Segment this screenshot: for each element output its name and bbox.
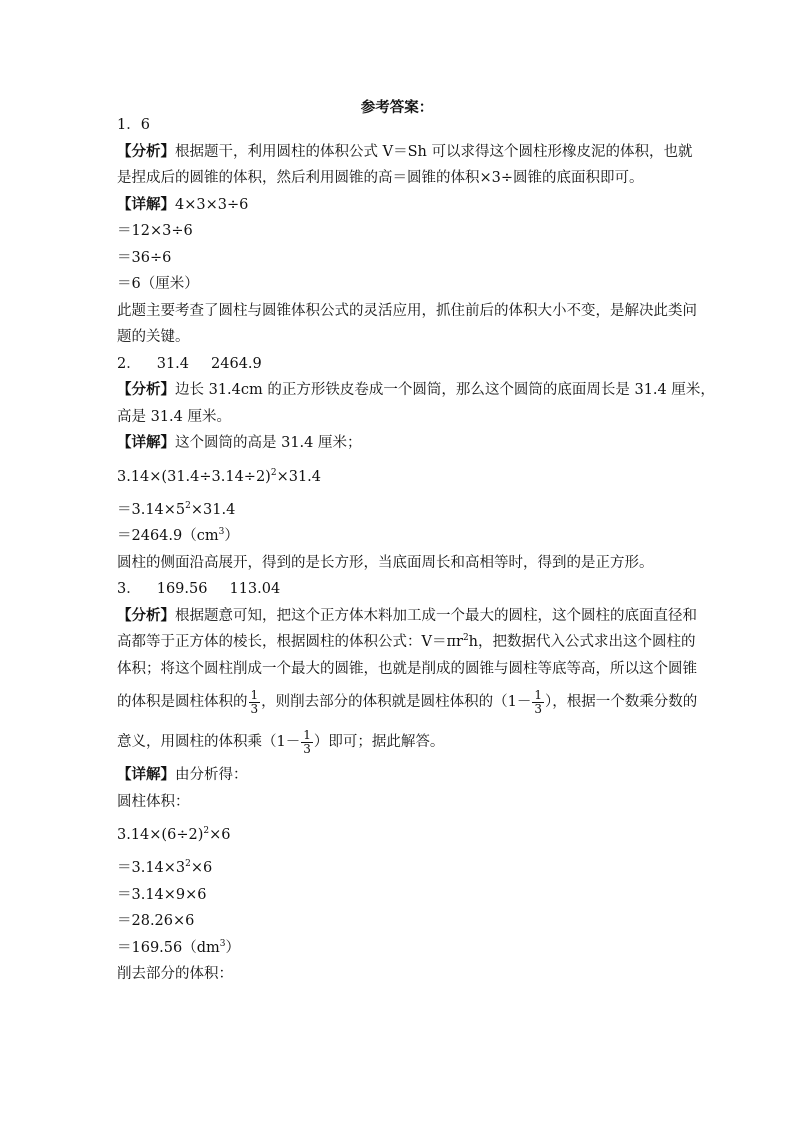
q3-analysis-text-2a: 高都等于正方体的棱长，根据圆柱的体积公式：V＝πr	[117, 634, 463, 650]
q1-detail-line-2: ＝12×3÷6	[117, 223, 193, 239]
q3-detail-tag: 【详解】	[117, 766, 175, 783]
q3-formula-5-exponent: 3	[219, 938, 226, 949]
q2-formula-line-3	[117, 523, 687, 550]
q3-detail-line-2: 圆柱体积：	[117, 793, 190, 810]
q3-formula-5: ＝169.56（dm	[117, 939, 220, 956]
fraction-denominator: 3	[250, 701, 259, 716]
q3-formula-1-tail: ×6	[209, 827, 231, 843]
q3-analysis-exponent: 2	[462, 633, 469, 644]
q1-detail-text-1: 4×3×3÷6	[175, 196, 249, 213]
q3-formula-1: 3.14×(6÷2)	[117, 827, 204, 843]
q3-formula-5-tail: ）	[225, 939, 241, 956]
q1-analysis-line-2: 是捏成后的圆锥的体积，然后利用圆锥的高＝圆锥的体积×3÷圆锥的底面积即可。	[117, 170, 644, 186]
q3-analysis-text-4a: 的体积是圆柱体积的	[117, 694, 248, 710]
fraction-numerator: 1	[303, 727, 311, 742]
fraction-denominator: 3	[534, 701, 543, 716]
q3-analysis-text-2b: h，把数据代入公式求出这个圆柱的	[468, 634, 696, 650]
q2-formula-3: ＝2464.9（cm	[117, 528, 219, 544]
one-third-fraction	[532, 689, 544, 716]
q3-analysis-line-1	[117, 603, 697, 630]
q3-analysis-text-5a: 意义，用圆柱的体积乘（1－	[117, 734, 301, 750]
q2-formula-1-exponent: 2	[270, 467, 277, 478]
q3-number: 3．	[117, 581, 141, 597]
q3-formula-2-tail: ×6	[190, 860, 213, 876]
q3-formula-line-4: ＝28.26×6	[117, 913, 195, 929]
q1-detail-line-3: ＝36÷6	[117, 249, 172, 266]
q3-analysis-tag: 【分析】	[117, 606, 175, 624]
fraction-numerator: 1	[250, 687, 259, 702]
q2-formula-3-tail: ）	[224, 528, 239, 544]
q2-formula-line-1	[117, 457, 687, 497]
q3-formula-line-2	[117, 855, 687, 882]
q2-formula-line-2	[117, 497, 687, 524]
q3-analysis-line-4	[117, 682, 698, 722]
one-third-fraction	[249, 689, 261, 716]
q2-formula-1-tail: ×31.4	[276, 468, 322, 485]
q3-formula-2: ＝3.14×3	[117, 860, 186, 876]
answer-content	[117, 112, 715, 988]
q1-detail-tag: 【详解】	[117, 195, 175, 213]
q3-formula-1-exponent: 2	[203, 826, 210, 837]
q2-note-line: 圆柱的侧面沿高展开，得到的是长方形，当底面周长和高相等时，得到的是正方形。	[117, 554, 654, 571]
q1-analysis-tag: 【分析】	[117, 142, 175, 160]
q1-analysis-text-1: 根据题干，利用圆柱的体积公式 V＝Sh 可以求得这个圆柱形橡皮泥的体积，也就	[175, 143, 693, 160]
q3-detail-line-1	[117, 762, 687, 789]
q2-detail-line-1	[117, 430, 687, 457]
q3-answer-2: 113.04	[229, 581, 281, 597]
q3-analysis-text-4b: ，则削去部分的体积就是圆柱体积的（1－	[261, 694, 532, 710]
q2-analysis-text-1: 边长 31.4cm 的正方形铁皮卷成一个圆筒，那么这个圆筒的底面周长是 31.4 厘米，	[175, 382, 715, 398]
q2-number: 2．	[117, 355, 141, 372]
q3-formula-line-1	[117, 815, 687, 855]
q1-analysis-line-1	[117, 139, 693, 166]
q1-note-line-2: 题的关键。	[117, 329, 190, 345]
q3-formula-line-5	[117, 935, 687, 962]
q3-answer-line	[117, 576, 687, 603]
q1-detail-line-4: ＝6（厘米）	[117, 276, 199, 292]
q2-detail-text-1: 这个圆筒的高是 31.4 厘米；	[175, 435, 362, 451]
q3-formula-2-exponent: 2	[185, 859, 191, 870]
q2-detail-tag: 【详解】	[117, 434, 175, 451]
q2-answer-1: 31.4	[156, 355, 190, 372]
q2-analysis-tag: 【分析】	[117, 381, 175, 398]
q3-analysis-line-3: 体积；将这个圆柱削成一个最大的圆锥，也就是削成的圆锥与圆柱等底等高，所以这个圆锥	[117, 660, 697, 677]
q1-answer-line	[117, 112, 687, 139]
q3-detail-text-1: 由分析得：	[175, 767, 248, 783]
q3-formula-line-3: ＝3.14×9×6	[117, 886, 207, 903]
q1-number: 1．	[117, 117, 141, 133]
q2-analysis-line-2: 高是 31.4 厘米。	[117, 408, 232, 425]
q1-detail-line-1	[117, 192, 687, 219]
q2-formula-2-exponent: 2	[185, 500, 191, 511]
q2-formula-3-exponent: 3	[218, 527, 225, 538]
q3-answer-1: 169.56	[156, 581, 208, 597]
q3-analysis-text-4c: ），根据一个数乘分数的	[545, 694, 698, 710]
q1-note-line-1: 此题主要考查了圆柱与圆锥体积公式的灵活应用，抓住前后的体积大小不变，是解决此类问	[117, 302, 697, 319]
q2-analysis-line-1	[117, 377, 715, 404]
q2-formula-2-tail: ×31.4	[190, 501, 236, 518]
q3-analysis-line-2	[117, 629, 696, 656]
q1-answer: 6	[140, 117, 150, 133]
q2-formula-2: ＝3.14×5	[117, 501, 186, 518]
fraction-numerator: 1	[534, 687, 543, 702]
fraction-denominator: 3	[303, 741, 311, 756]
one-third-fraction	[301, 729, 313, 756]
page-title: 参考答案：	[360, 99, 434, 116]
q3-analysis-line-5	[117, 722, 687, 762]
q2-formula-1: 3.14×(31.4÷3.14÷2)	[117, 468, 271, 485]
q2-answer-2: 2464.9	[211, 355, 262, 372]
q3-analysis-text-1: 根据题意可知，把这个正方体木料加工成一个最大的圆柱，这个圆柱的底面直径和	[175, 607, 697, 624]
q3-detail-last-line: 削去部分的体积：	[117, 966, 233, 982]
q3-analysis-text-5b: ）即可；据此解答。	[313, 734, 445, 750]
q2-answer-line	[117, 351, 687, 378]
